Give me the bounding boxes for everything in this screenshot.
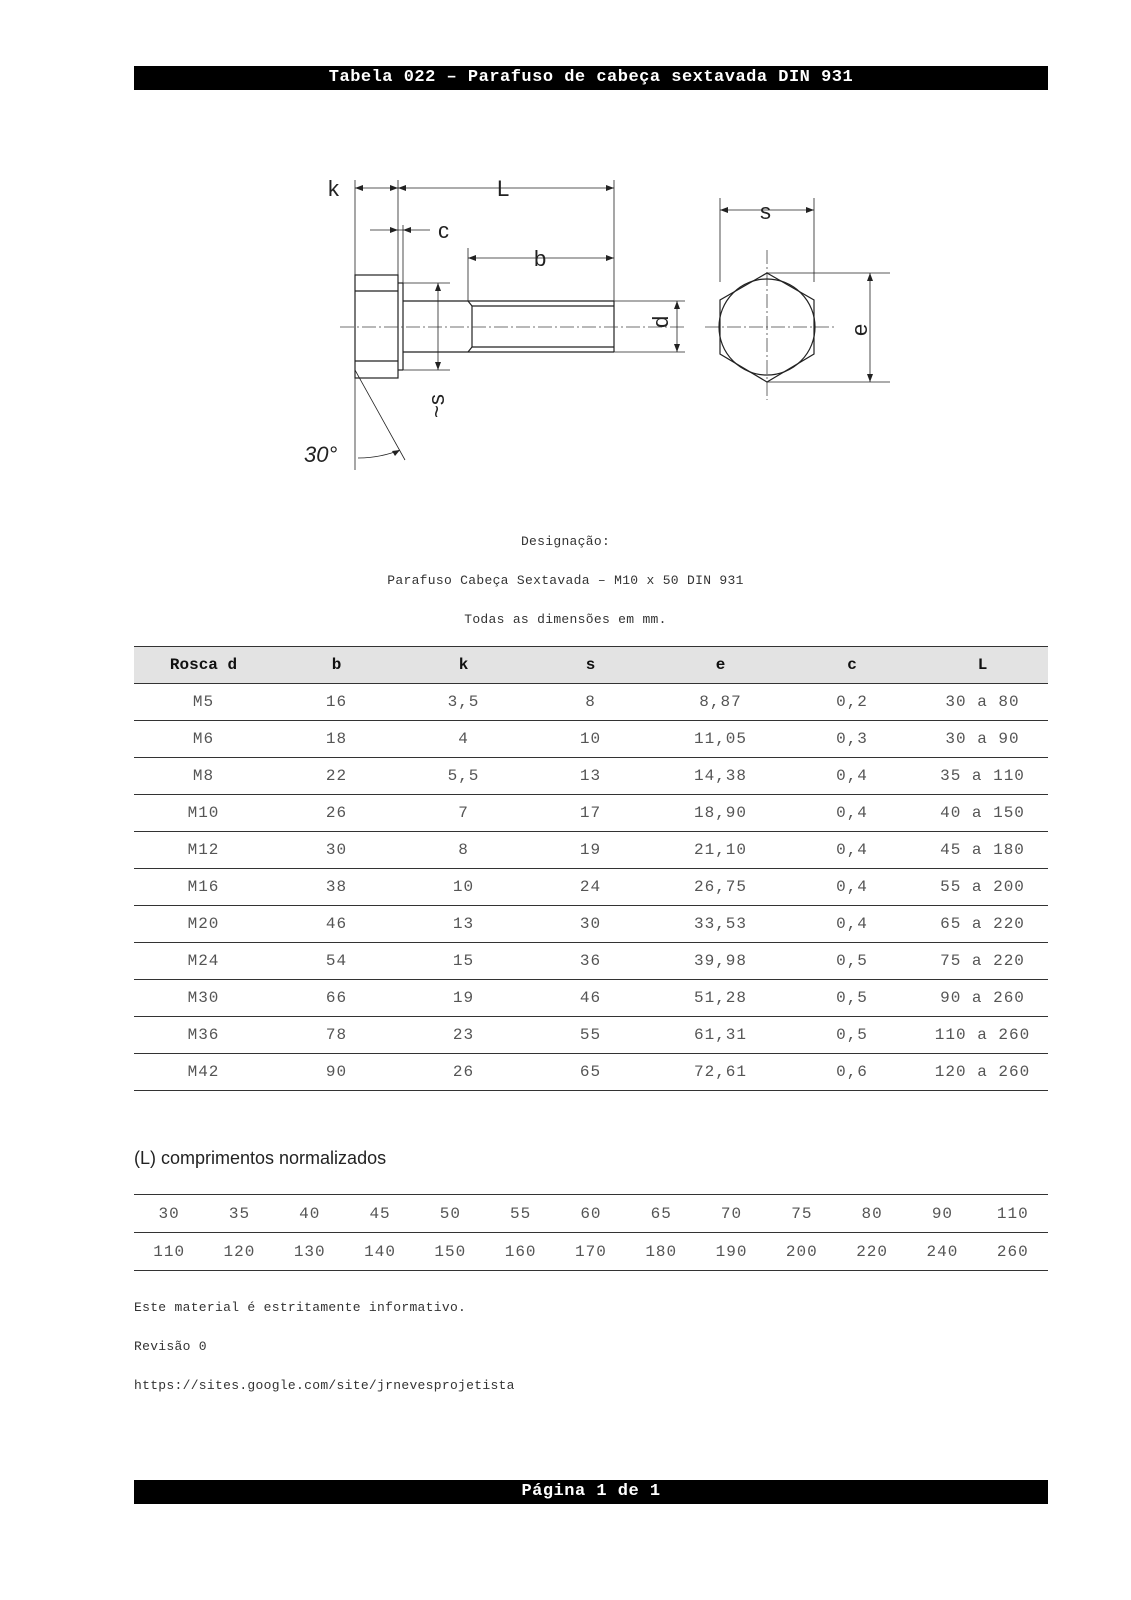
revision-note: Revisão 0: [134, 1339, 207, 1354]
cell: 39,98: [654, 943, 787, 980]
cell: M42: [134, 1054, 273, 1091]
cell: 78: [273, 1017, 400, 1054]
length-cell: 190: [696, 1233, 766, 1271]
cell: 40 a 150: [917, 795, 1048, 832]
length-cell: 200: [767, 1233, 837, 1271]
table-row: [134, 832, 1048, 869]
cell: 3,5: [400, 684, 527, 721]
cell: 0,2: [787, 684, 917, 721]
label-L: L: [497, 176, 510, 201]
cell: 61,31: [654, 1017, 787, 1054]
cell: 0,4: [787, 906, 917, 943]
cell: 36: [527, 943, 654, 980]
cell: 18: [273, 721, 400, 758]
cell: 30: [273, 832, 400, 869]
cell: 19: [527, 832, 654, 869]
label-angle: 30°: [304, 442, 338, 467]
header-c: c: [787, 647, 917, 684]
cell: 66: [273, 980, 400, 1017]
length-cell: 160: [485, 1233, 555, 1271]
label-k: k: [328, 176, 339, 201]
cell: 46: [527, 980, 654, 1017]
designation-example: Parafuso Cabeça Sextavada – M10 x 50 DIN 931: [387, 573, 744, 588]
label-s-side: ~s: [424, 394, 449, 418]
table-row: [134, 684, 1048, 721]
cell: 11,05: [654, 721, 787, 758]
length-cell: 60: [556, 1195, 626, 1233]
lengths-row: [134, 1233, 1048, 1271]
label-c: c: [438, 218, 449, 243]
length-cell: 110: [978, 1195, 1048, 1233]
header-rosca-d: Rosca d: [134, 647, 273, 684]
table-row: [134, 1054, 1048, 1091]
length-cell: 240: [907, 1233, 977, 1271]
header-s: s: [527, 647, 654, 684]
cell: 51,28: [654, 980, 787, 1017]
length-cell: 120: [204, 1233, 274, 1271]
table-row: [134, 980, 1048, 1017]
table-row: [134, 943, 1048, 980]
cell: M12: [134, 832, 273, 869]
length-cell: 140: [345, 1233, 415, 1271]
label-b: b: [534, 246, 547, 271]
cell: 4: [400, 721, 527, 758]
cell: 0,5: [787, 980, 917, 1017]
cell: 35 a 110: [917, 758, 1048, 795]
header-b: b: [273, 647, 400, 684]
cell: 5,5: [400, 758, 527, 795]
cell: 0,5: [787, 1017, 917, 1054]
cell: 21,10: [654, 832, 787, 869]
length-cell: 150: [415, 1233, 485, 1271]
footer-page-bar: Página 1 de 1: [134, 1480, 1048, 1504]
length-cell: 50: [415, 1195, 485, 1233]
table-row: [134, 758, 1048, 795]
header-k: k: [400, 647, 527, 684]
length-cell: 220: [837, 1233, 907, 1271]
cell: 30 a 90: [917, 721, 1048, 758]
cell: 120 a 260: [917, 1054, 1048, 1091]
cell: 30 a 80: [917, 684, 1048, 721]
label-s-top: s: [760, 199, 771, 224]
cell: M30: [134, 980, 273, 1017]
cell: 15: [400, 943, 527, 980]
label-d: d: [648, 315, 673, 328]
cell: 0,4: [787, 758, 917, 795]
cell: 0,3: [787, 721, 917, 758]
table-header-row: [134, 647, 1048, 684]
cell: 8: [527, 684, 654, 721]
cell: 45 a 180: [917, 832, 1048, 869]
length-cell: 70: [696, 1195, 766, 1233]
length-cell: 80: [837, 1195, 907, 1233]
header-e: e: [654, 647, 787, 684]
lengths-row: [134, 1195, 1048, 1233]
cell: 13: [527, 758, 654, 795]
cell: 90: [273, 1054, 400, 1091]
length-cell: 55: [485, 1195, 555, 1233]
cell: 72,61: [654, 1054, 787, 1091]
header-title-bar: Tabela 022 – Parafuso de cabeça sextavada DIN 931: [134, 66, 1048, 90]
dimensions-table: [134, 646, 1048, 1091]
cell: 26: [273, 795, 400, 832]
length-cell: 260: [978, 1233, 1048, 1271]
cell: 24: [527, 869, 654, 906]
cell: 110 a 260: [917, 1017, 1048, 1054]
cell: 18,90: [654, 795, 787, 832]
length-cell: 90: [907, 1195, 977, 1233]
cell: 54: [273, 943, 400, 980]
cell: 17: [527, 795, 654, 832]
length-cell: 45: [345, 1195, 415, 1233]
cell: M8: [134, 758, 273, 795]
table-row: [134, 869, 1048, 906]
cell: 0,5: [787, 943, 917, 980]
cell: 14,38: [654, 758, 787, 795]
angle-ref-line: [355, 370, 405, 460]
cell: 65: [527, 1054, 654, 1091]
cell: 46: [273, 906, 400, 943]
header-L: L: [917, 647, 1048, 684]
length-cell: 75: [767, 1195, 837, 1233]
length-cell: 40: [275, 1195, 345, 1233]
designation-label: Designação:: [520, 534, 611, 549]
bolt-technical-drawing: [300, 170, 900, 490]
cell: M20: [134, 906, 273, 943]
cell: 7: [400, 795, 527, 832]
length-cell: 180: [626, 1233, 696, 1271]
standard-lengths-table: [134, 1194, 1048, 1271]
cell: 26,75: [654, 869, 787, 906]
length-cell: 130: [275, 1233, 345, 1271]
cell: 65 a 220: [917, 906, 1048, 943]
cell: 0,6: [787, 1054, 917, 1091]
disclaimer-note: Este material é estritamente informativo.: [134, 1300, 467, 1315]
source-url[interactable]: https://sites.google.com/site/jrnevesprojetista: [134, 1378, 515, 1393]
cell: 75 a 220: [917, 943, 1048, 980]
length-cell: 110: [134, 1233, 204, 1271]
cell: M5: [134, 684, 273, 721]
cell: 55 a 200: [917, 869, 1048, 906]
cell: 8,87: [654, 684, 787, 721]
cell: 26: [400, 1054, 527, 1091]
cell: 22: [273, 758, 400, 795]
cell: M36: [134, 1017, 273, 1054]
table-row: [134, 1017, 1048, 1054]
length-cell: 65: [626, 1195, 696, 1233]
table-row: [134, 721, 1048, 758]
length-cell: 35: [204, 1195, 274, 1233]
cell: 0,4: [787, 795, 917, 832]
label-e: e: [847, 323, 872, 336]
cell: 23: [400, 1017, 527, 1054]
cell: 13: [400, 906, 527, 943]
length-cell: 170: [556, 1233, 626, 1271]
cell: M16: [134, 869, 273, 906]
cell: 30: [527, 906, 654, 943]
units-note: Todas as dimensões em mm.: [464, 612, 667, 627]
cell: M6: [134, 721, 273, 758]
cell: 0,4: [787, 832, 917, 869]
table-row: [134, 906, 1048, 943]
cell: 55: [527, 1017, 654, 1054]
cell: M24: [134, 943, 273, 980]
cell: 90 a 260: [917, 980, 1048, 1017]
cell: 33,53: [654, 906, 787, 943]
cell: 38: [273, 869, 400, 906]
cell: 19: [400, 980, 527, 1017]
cell: 16: [273, 684, 400, 721]
length-cell: 30: [134, 1195, 204, 1233]
cell: M10: [134, 795, 273, 832]
cell: 8: [400, 832, 527, 869]
cell: 0,4: [787, 869, 917, 906]
cell: 10: [400, 869, 527, 906]
table-row: [134, 795, 1048, 832]
cell: 10: [527, 721, 654, 758]
lengths-title: (L) comprimentos normalizados: [134, 1148, 387, 1168]
